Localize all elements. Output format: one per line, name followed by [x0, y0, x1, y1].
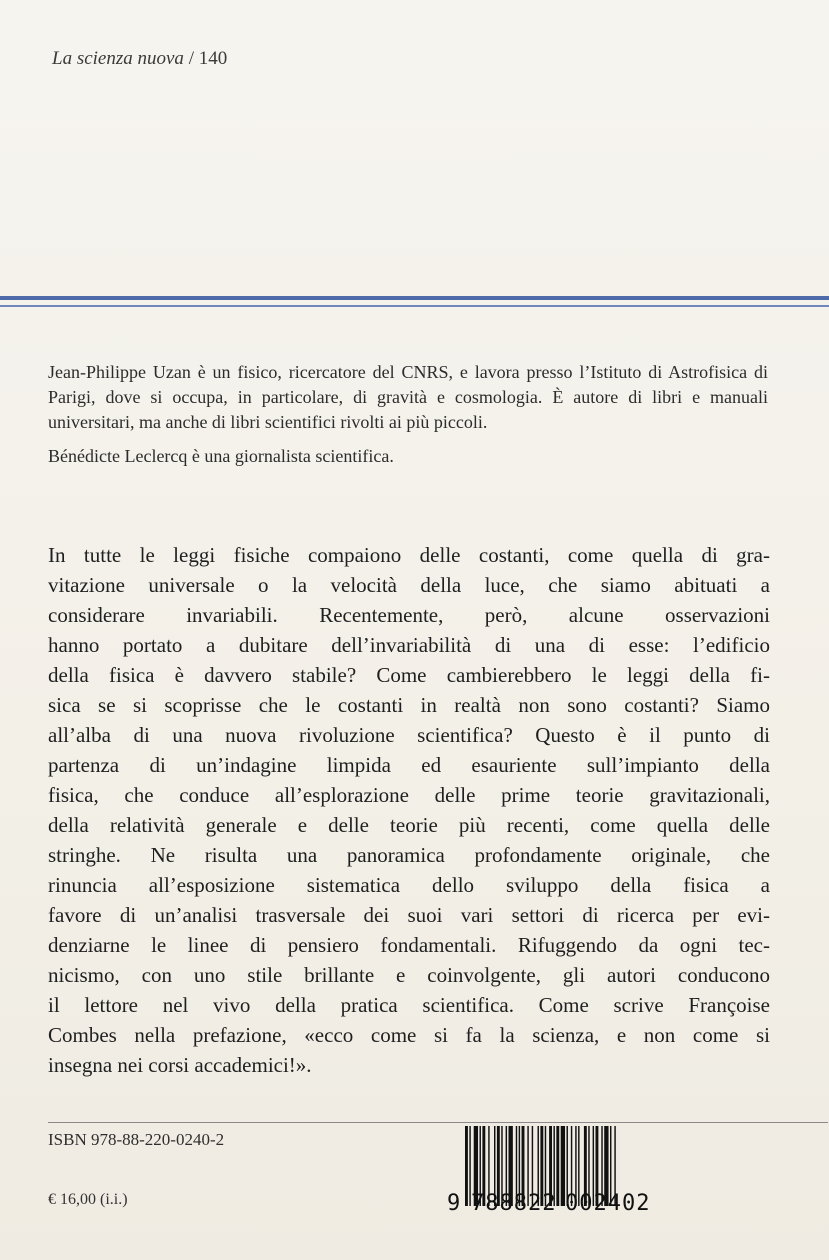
blurb-line: vitazione universale o la velocità della luce, che siamo abituati a [48, 573, 770, 597]
series-label [52, 48, 227, 70]
bio-paragraph-leclercq: Bénédicte Leclercq è una giornalista scientifica. [48, 446, 394, 466]
blurb-line: denziarne le linee di pensiero fondamentali. Rifuggendo da ogni tec- [48, 933, 770, 957]
divider-rule-thick [0, 296, 829, 300]
author-bio [48, 360, 768, 469]
isbn-label: ISBN 978-88-220-0240-2 [48, 1130, 225, 1149]
bottom-divider [48, 1122, 828, 1123]
bio-paragraph-uzan: Jean-Philippe Uzan è un fisico, ricercatore del CNRS, e lavora presso l’Istituto di Astrofisica di Parigi, dove si occupa, in particolare, di gravità e cosmologia. È autore di libri e manuali universitari, ma anche di libri scientifici rivolti ai più piccoli. [48, 362, 768, 432]
blurb-line: stringhe. Ne risulta una panoramica profondamente originale, che [48, 843, 770, 867]
blurb-line: della fisica è davvero stabile? Come cambierebbero le leggi della fi- [48, 663, 770, 687]
blurb-line: il lettore nel vivo della pratica scientifica. Come scrive Françoise [48, 993, 770, 1017]
blurb-line: favore di un’analisi trasversale dei suoi vari settori di ricerca per evi- [48, 903, 770, 927]
blurb-line: rinuncia all’esposizione sistematica dello sviluppo della fisica a [48, 873, 770, 897]
series-title: La scienza nuova [52, 48, 184, 69]
blurb-line: fisica, che conduce all’esplorazione delle prime teorie gravitazionali, [48, 783, 770, 807]
blurb-line: all’alba di una nuova rivoluzione scientifica? Questo è il punto di [48, 723, 770, 747]
blurb-line: hanno portato a dubitare dell’invariabilità di una di esse: l’edificio [48, 633, 770, 657]
blurb-line: insegna nei corsi accademici!». [48, 1053, 312, 1077]
barcode-group-left: 788822 [471, 1191, 557, 1216]
barcode-first-digit: 9 [447, 1191, 462, 1216]
blurb-line: Combes nella prefazione, «ecco come si fa la scienza, e non come si [48, 1023, 770, 1047]
price-label: € 16,00 (i.i.) [48, 1191, 128, 1208]
series-number: / 140 [188, 48, 228, 69]
blurb-line: considerare invariabili. Recentemente, però, alcune osservazioni [48, 603, 770, 627]
blurb-line: nicismo, con uno stile brillante e coinvolgente, gli autori conducono [48, 963, 770, 987]
divider-rule-thin [0, 305, 829, 307]
book-blurb [48, 540, 770, 1080]
blurb-line: della relatività generale e delle teorie più recenti, come quella delle [48, 813, 770, 837]
barcode-group-right: 002402 [565, 1191, 651, 1216]
blurb-line: sica se si scoprisse che le costanti in realtà non sono costanti? Siamo [48, 693, 770, 717]
blurb-line: partenza di un’indagine limpida ed esauriente sull’impianto della [48, 753, 770, 777]
barcode-bar [556, 1126, 559, 1206]
barcode-bar [465, 1126, 468, 1206]
blurb-line: In tutte le leggi fisiche compaiono delle costanti, come quella di gra- [48, 543, 770, 567]
